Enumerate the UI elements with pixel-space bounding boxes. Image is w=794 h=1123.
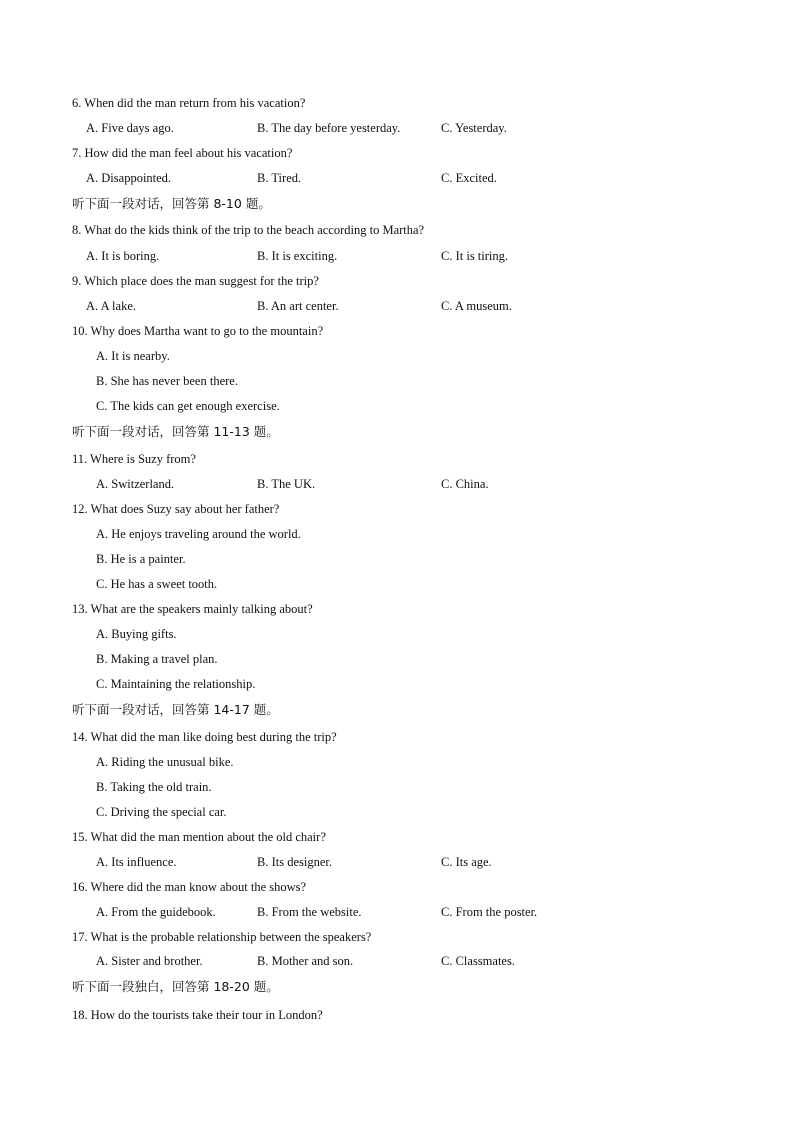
option-8c: C. It is tiring. [441,249,509,263]
option-6a: A. Five days ago. [86,121,174,135]
option-11a: A. Switzerland. [96,477,175,491]
option-9c: C. A museum. [441,299,512,313]
option-14a: A. Riding the unusual bike. [96,755,234,769]
question-8: 8. What do the kids think of the trip to the beach according to Martha? [72,223,425,237]
question-9: 9. Which place does the man suggest for the trip? [72,274,319,288]
question-13: 13. What are the speakers mainly talking about? [72,602,313,616]
section-heading-8-10: 听下面一段对话，回答第 8-10 题。 [72,196,271,211]
option-17c: C. Classmates. [441,954,515,968]
question-6: 6. When did the man return from his vacation? [72,96,306,110]
option-16b: B. From the website. [257,905,362,919]
option-10a: A. It is nearby. [96,349,170,363]
option-7c: C. Excited. [441,171,497,185]
question-11: 11. Where is Suzy from? [72,452,196,466]
option-16c: C. From the poster. [441,905,538,919]
option-9b: B. An art center. [257,299,339,313]
section-heading-14-17: 听下面一段对话，回答第 14-17 题。 [72,702,279,717]
section-heading-11-13: 听下面一段对话，回答第 11-13 题。 [72,424,279,439]
option-15a: A. Its influence. [96,855,177,869]
question-15: 15. What did the man mention about the old chair? [72,830,326,844]
option-17b: B. Mother and son. [257,954,354,968]
option-17a: A. Sister and brother. [96,954,203,968]
option-6b: B. The day before yesterday. [257,121,401,135]
option-12a: A. He enjoys traveling around the world. [96,527,301,541]
option-8a: A. It is boring. [86,249,160,263]
option-10b: B. She has never been there. [96,374,238,388]
question-14: 14. What did the man like doing best during the trip? [72,730,337,744]
option-12b: B. He is a painter. [96,552,186,566]
question-17: 17. What is the probable relationship between the speakers? [72,930,372,944]
option-7b: B. Tired. [257,171,302,185]
question-10: 10. Why does Martha want to go to the mountain? [72,324,324,338]
option-13c: C. Maintaining the relationship. [96,677,256,691]
option-14c: C. Driving the special car. [96,805,227,819]
section-heading-18-20: 听下面一段独白，回答第 18-20 题。 [72,979,279,994]
question-18: 18. How do the tourists take their tour in London? [72,1008,323,1022]
option-8b: B. It is exciting. [257,249,338,263]
option-9a: A. A lake. [86,299,136,313]
option-16a: A. From the guidebook. [96,905,216,919]
option-6c: C. Yesterday. [441,121,507,135]
option-7a: A. Disappointed. [86,171,172,185]
option-13a: A. Buying gifts. [96,627,177,641]
question-7: 7. How did the man feel about his vacation? [72,146,293,160]
option-11c: C. China. [441,477,489,491]
question-12: 12. What does Suzy say about her father? [72,502,280,516]
option-15b: B. Its designer. [257,855,332,869]
option-15c: C. Its age. [441,855,492,869]
option-13b: B. Making a travel plan. [96,652,218,666]
option-14b: B. Taking the old train. [96,780,212,794]
option-12c: C. He has a sweet tooth. [96,577,218,591]
option-10c: C. The kids can get enough exercise. [96,399,280,413]
option-11b: B. The UK. [257,477,316,491]
question-16: 16. Where did the man know about the shows? [72,880,307,894]
